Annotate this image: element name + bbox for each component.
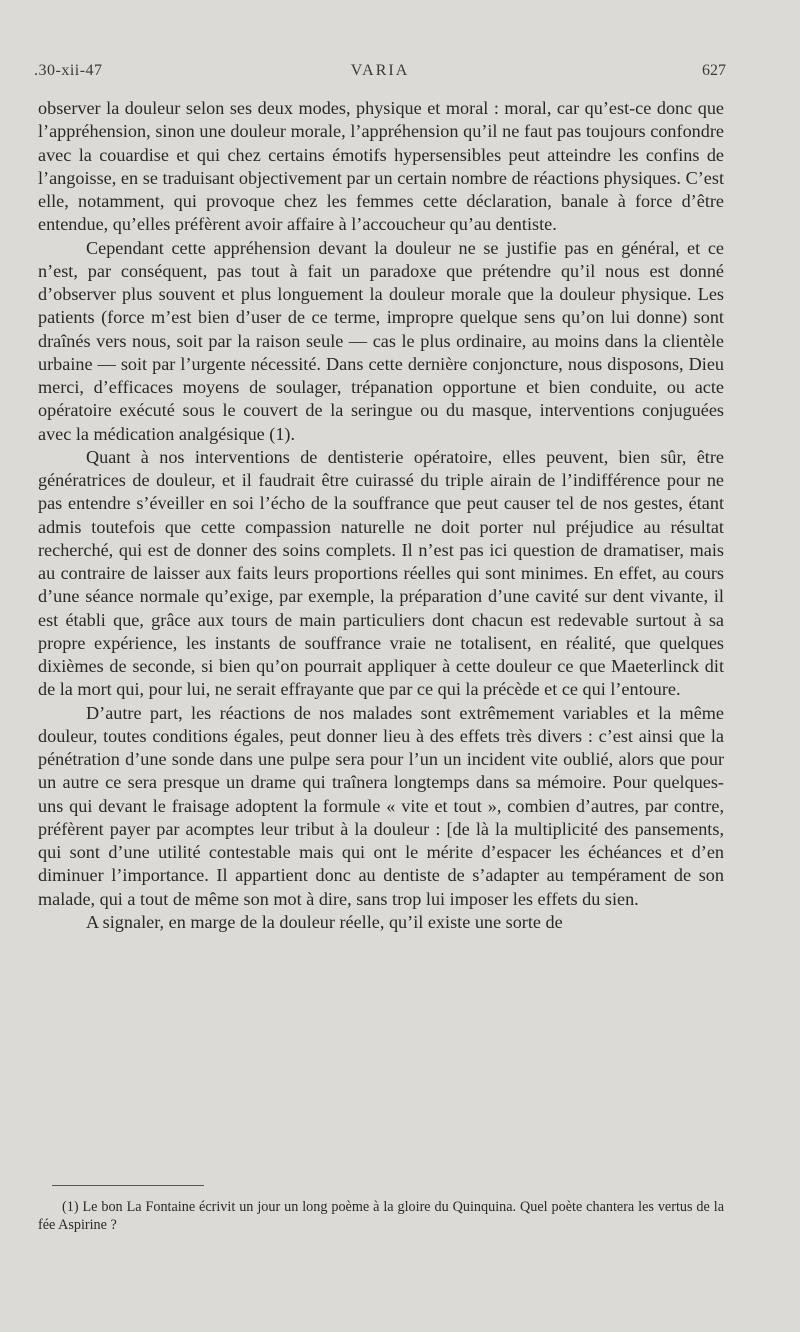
body-text [38, 97, 724, 934]
paragraph-1: observer la douleur selon ses deux modes, physique et moral : moral, car qu’est-ce donc que l’appréhension, sinon une douleur morale, l’appréhension qu’il ne faut pas toujours confondre avec la couardise et qui chez certains émotifs hypersensibles peut atteindre les confins de l’angoisse, en se traduisant objectivement par un certain nombre de réactions physiques. C’est elle, notamment, qui provoque chez les femmes cette déclaration, banale à force d’être entendue, qu’elles préfèrent avoir affaire à l’accoucheur qu’au dentiste. [38, 98, 724, 235]
header-date: .30-xii-47 [34, 62, 103, 79]
paragraph-4: D’autre part, les réactions de nos malades sont extrêmement variables et la même douleur, toutes conditions égales, peut donner lieu à des effets très divers : c’est ainsi que la pénétration d’une sonde dans une pulpe sera pour l’un un incident vite oublié, alors que pour un autre ce sera presque un drame qui traînera longtemps dans sa mémoire. Pour quelques-uns qui devant le fraisage adoptent la formule « vite et tout », combien d’autres, par contre, préfèrent payer par acomptes leur tribut à la douleur : [de là la multiplicité des pansements, qui sont d’une utilité contestable mais qui ont le mérite d’espacer les échéances et d’en diminuer l’importance. Il appartient donc au dentiste de s’adapter au tempérament de son malade, qui a tout de même son mot à dire, sans trop lui imposer les effets du sien. [38, 702, 724, 909]
footnote [38, 1198, 724, 1234]
paragraph-5: A signaler, en marge de la douleur réelle, qu’il existe une sorte de [86, 911, 563, 932]
footnote-rule [52, 1185, 204, 1186]
page-number: 627 [702, 62, 726, 79]
footnote-text: (1) Le bon La Fontaine écrivit un jour un long poème à la gloire du Quinquina. Quel poète chantera les vertus de la fée Aspirine ? [38, 1199, 724, 1233]
paragraph-2: Cependant cette appréhension devant la douleur ne se justifie pas en général, et ce n’est, par conséquent, pas tout à fait un paradoxe que prétendre qu’il nous est donné d’observer plus souvent et plus longuement la douleur morale que la douleur physique. Les patients (force m’est bien d’user de ce terme, impropre quelque sens qu’on lui donne) sont draînés vers nous, soit par la raison seule — cas le plus ordinaire, au moins dans la clientèle urbaine — soit par l’urgente nécessité. Dans cette dernière conjoncture, nous disposons, Dieu merci, d’efficaces moyens de soulager, trépanation opportune et bien conduite, ou acte opératoire exécuté sous le couvert de la seringue ou du masque, interventions conjuguées avec la médication analgésique (1). [38, 237, 724, 444]
running-head [34, 62, 726, 84]
header-title: VARIA [350, 62, 410, 79]
paragraph-3: Quant à nos interventions de dentisterie opératoire, elles peuvent, bien sûr, être génératrices de douleur, et il faudrait être cuirassé du triple airain de l’indifférence pour ne pas entendre s’éveiller en soi l’écho de la souffrance que peut causer tel de nos gestes, étant admis toutefois que cette compassion naturelle ne doit porter nul préjudice au résultat recherché, qui est de donner des soins complets. Il n’est pas ici question de dramatiser, mais au contraire de laisser aux faits leurs proportions réelles qui sont minimes. En effet, au cours d’une séance normale qu’exige, par exemple, la préparation d’une cavité sur dent vivante, il est établi que, grâce aux tours de main particuliers dont chacun est redevable surtout à sa propre expérience, les instants de souffrance vraie ne totalisent, en réalité, que quelques dixièmes de seconde, si bien qu’on pourrait appliquer à cette douleur ce que Maeterlinck dit de la mort qui, pour lui, ne serait effrayante que par ce qui la précède et ce qui l’entoure. [38, 446, 724, 700]
